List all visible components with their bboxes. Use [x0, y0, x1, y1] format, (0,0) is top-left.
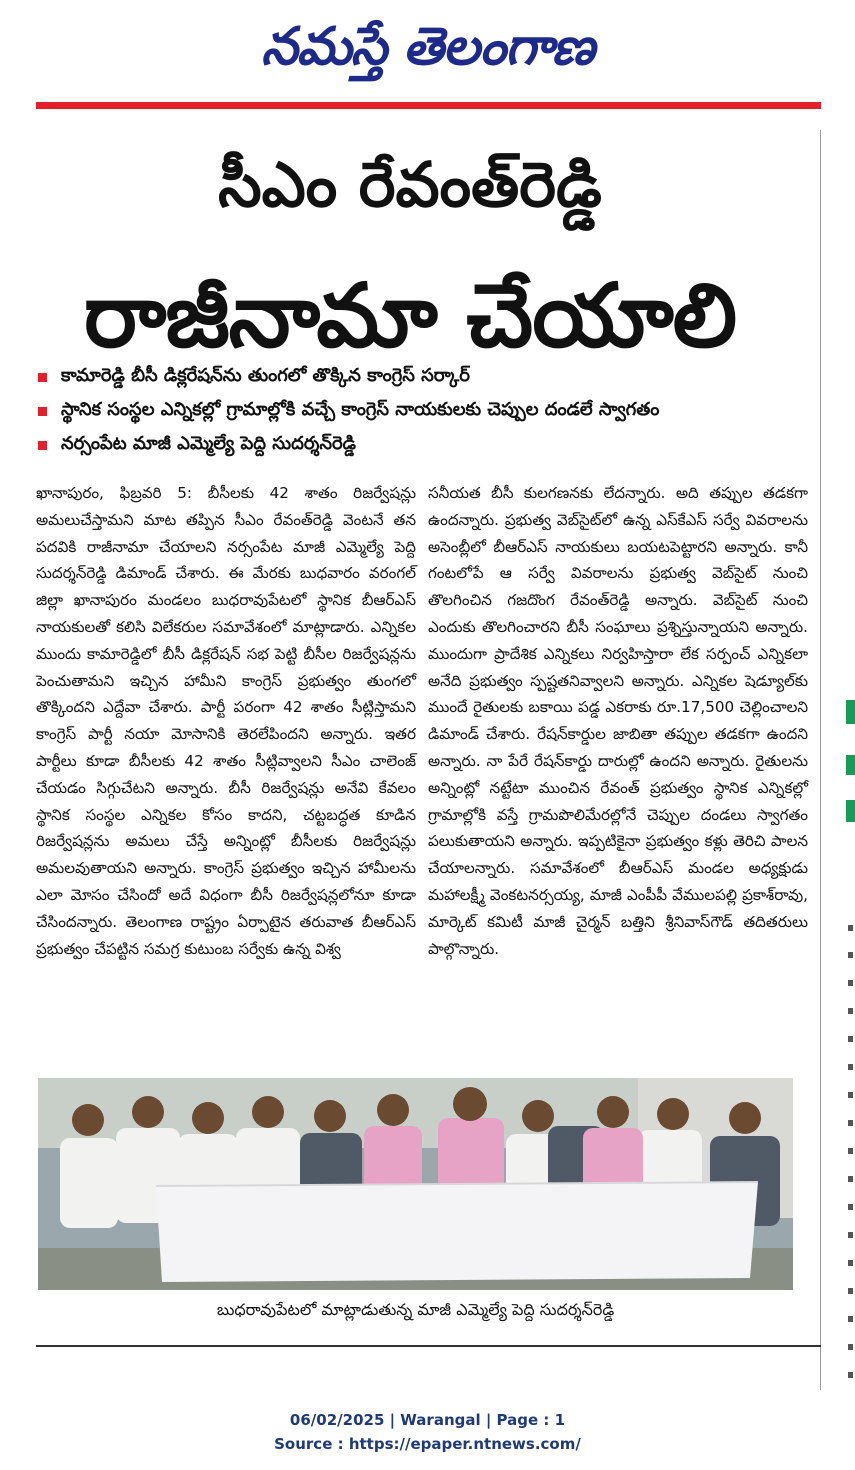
article-column-2: [428, 480, 808, 962]
adjacent-page-strip: [838, 0, 855, 1400]
bullet-square-icon: [38, 373, 47, 382]
newspaper-masthead: [0, 10, 855, 85]
footer-source: Source : https://epaper.ntnews.com/: [274, 1435, 581, 1453]
masthead-title: నమస్తే తెలంగాణ: [261, 17, 594, 77]
bullet-text: నర్సంపేట మాజీ ఎమ్మెల్యే పెద్ది సుదర్శన్‌రెడ్డి: [61, 432, 356, 454]
footer-edition-info: 06/02/2025 | Warangal | Page : 1: [289, 1411, 566, 1429]
highlight-bullet: [38, 394, 818, 428]
photo-caption: బుధరావుపేటలో మాట్లాడుతున్న మాజీ ఎమ్మెల్యే పెద్ది సుదర్శన్‌రెడ్డి: [216, 1300, 615, 1319]
bullet-text: స్థానిక సంస్థల ఎన్నికల్లో గ్రామాల్లోకి వచ్చే కాంగ్రెస్ నాయకులకు చెప్పుల దండలే స్వాగతం: [61, 398, 660, 420]
column-divider-right: [820, 130, 821, 1390]
page-footer: [0, 1408, 855, 1456]
headline-line-1: సీఎం రేవంత్‌రెడ్డి: [218, 148, 602, 221]
article-text: సనీయత బీసీ కులగణనకు లేదన్నారు. అది తప్పుల తడకగా ఉందన్నారు. ప్రభుత్వ వెబ్‌సైట్‌లో ఉన్న ఎస్‌కేఎస్ సర్వే వివరాలను అసెంబ్లీలో బీఆర్‌ఎస్ నాయకులు బయటపెట్టారని అన్నారు. కానీ గంటలోపే ఆ సర్వే వివరాలను ప్రభుత్వ వెబ్‌సైట్ నుంచి తొలగించిన గజదొంగ రేవంత్‌రెడ్డి అన్నారు. వెబ్‌సైట్ నుంచి ఎందుకు తొలగించారని బీసీ సంఘాలు ప్రశ్నిస్తున్నాయని అన్నారు. ముందుగా ప్రాదేశిక ఎన్నికలు నిర్వహిస్తారా లేక సర్పంచ్ ఎన్నికలా అనేది ప్రభుత్వం స్పష్టతనివ్వాలని అన్నారు. ఎన్నికల షెడ్యూల్‌కు ముందే రైతులకు బకాయి పడ్డ ఎకరాకు రూ.17,500 చెల్లించాలని డిమాండ్ చేశారు. రేషన్‌కార్డుల జాబితా తప్పుల తడకగా ఉందని అన్నారు. నా పేరే రేషన్‌కార్డు దారుల్లో ఉందని అన్నారు. రైతులను అన్నింట్లో నట్టేటా ముంచిన రేవంత్ ప్రభుత్వం స్థానిక ఎన్నికల్లో గ్రామాల్లోకి వస్తే గ్రామపొలిమేరల్లోనే చెప్పుల దండలు స్వాగతం పలుకుతాయని అన్నారు. ఇప్పటికైనా ప్రభుత్వం కళ్లు తెరిచి పాలన చేయాలన్నారు. సమావేశంలో బీఆర్‌ఎస్ మండల అధ్యక్షుడు మహాలక్ష్మీ వెంకటనర్సయ్య, మాజీ ఎంపీపీ వేములపల్లి ప్రకాశ్‌రావు, మార్కెట్ కమిటీ మాజీ చైర్మన్ బత్తిని శ్రీనివాస్‌గౌడ్ తదితరులు పాల్గొన్నారు.: [428, 484, 808, 958]
bullet-square-icon: [38, 407, 47, 416]
highlight-bullet: [38, 360, 818, 394]
section-divider: [36, 1345, 821, 1347]
clipped-headline-bars: [36, 1378, 821, 1392]
highlight-bullets: [38, 360, 818, 462]
article-column-1: [36, 480, 416, 962]
headline-line-2: రాజీనామా చేయాలి: [83, 264, 737, 367]
masthead-divider: [36, 102, 821, 109]
bullet-text: కామారెడ్డి బీసీ డిక్లరేషన్‌ను తుంగలో తొక్కిన కాంగ్రెస్ సర్కార్: [61, 364, 470, 386]
news-photo: [38, 1078, 793, 1290]
article-text: ఖానాపురం, ఫిబ్రవరి 5: బీసీలకు 42 శాతం రిజర్వేషన్లు అమలుచేస్తామని మాట తప్పిన సీఎం రేవంత్‌రెడ్డి వెంటనే తన పదవికి రాజీనామా చేయాలని నర్సంపేట మాజీ ఎమ్మెల్యే పెద్ది సుదర్శన్‌రెడ్డి డిమాండ్ చేశారు. ఈ మేరకు బుధవారం వరంగల్ జిల్లా ఖానాపురం మండలం బుధరావుపేటలో స్థానిక బీఆర్‌ఎస్ నాయకులతో కలిసి విలేకరుల సమావేశంలో మాట్లాడారు. ఎన్నికల ముందు కామారెడ్డిలో బీసీ డిక్లరేషన్ సభ పెట్టి బీసీల రిజర్వేషన్లను పెంచుతామని ఇచ్చిన హామీని కాంగ్రెస్ ప్రభుత్వం తుంగలో తొక్కిందని ఎద్దేవా చేశారు. పార్టీ పరంగా 42 శాతం సీట్లిస్తామని కాంగ్రెస్ పార్టీ నయా మోసానికి తెరలేపిందని అన్నారు. ఇతర పార్టీలు కూడా బీసీలకు 42 శాతం సీట్లివ్వాలని సీఎం చాలెంజ్ చేయడం సిగ్గుచేటని అన్నారు. బీసీ రిజర్వేషన్లు అనేవి కేవలం స్థానిక సంస్థల ఎన్నికల కోసం కాదని, చట్టబద్ధత కూడిన రిజర్వేషన్లను అమలు చేస్తే అన్నింట్లో బీసీలకు రిజర్వేషన్లు అమలవుతాయని అన్నారు. కాంగ్రెస్ ప్రభుత్వం ఇచ్చిన హామీలను ఎలా మోసం చేసిందో అదే విధంగా బీసీ రిజర్వేషన్లలోనూ కూడా చేసిందన్నారు. తెలంగాణ రాష్ట్రం ఏర్పాటైన తరువాత బీఆర్‌ఎస్ ప్రభుత్వం చేపట్టిన సమగ్ర కుటుంబ సర్వేకు ఉన్న విశ్వ: [36, 484, 416, 958]
highlight-bullet: [38, 428, 818, 462]
next-article-headline-clipped: [36, 1378, 821, 1392]
bullet-square-icon: [38, 441, 47, 450]
meeting-photo-illustration: [38, 1078, 793, 1290]
adjacent-page-edge-illustration: [838, 0, 855, 1400]
